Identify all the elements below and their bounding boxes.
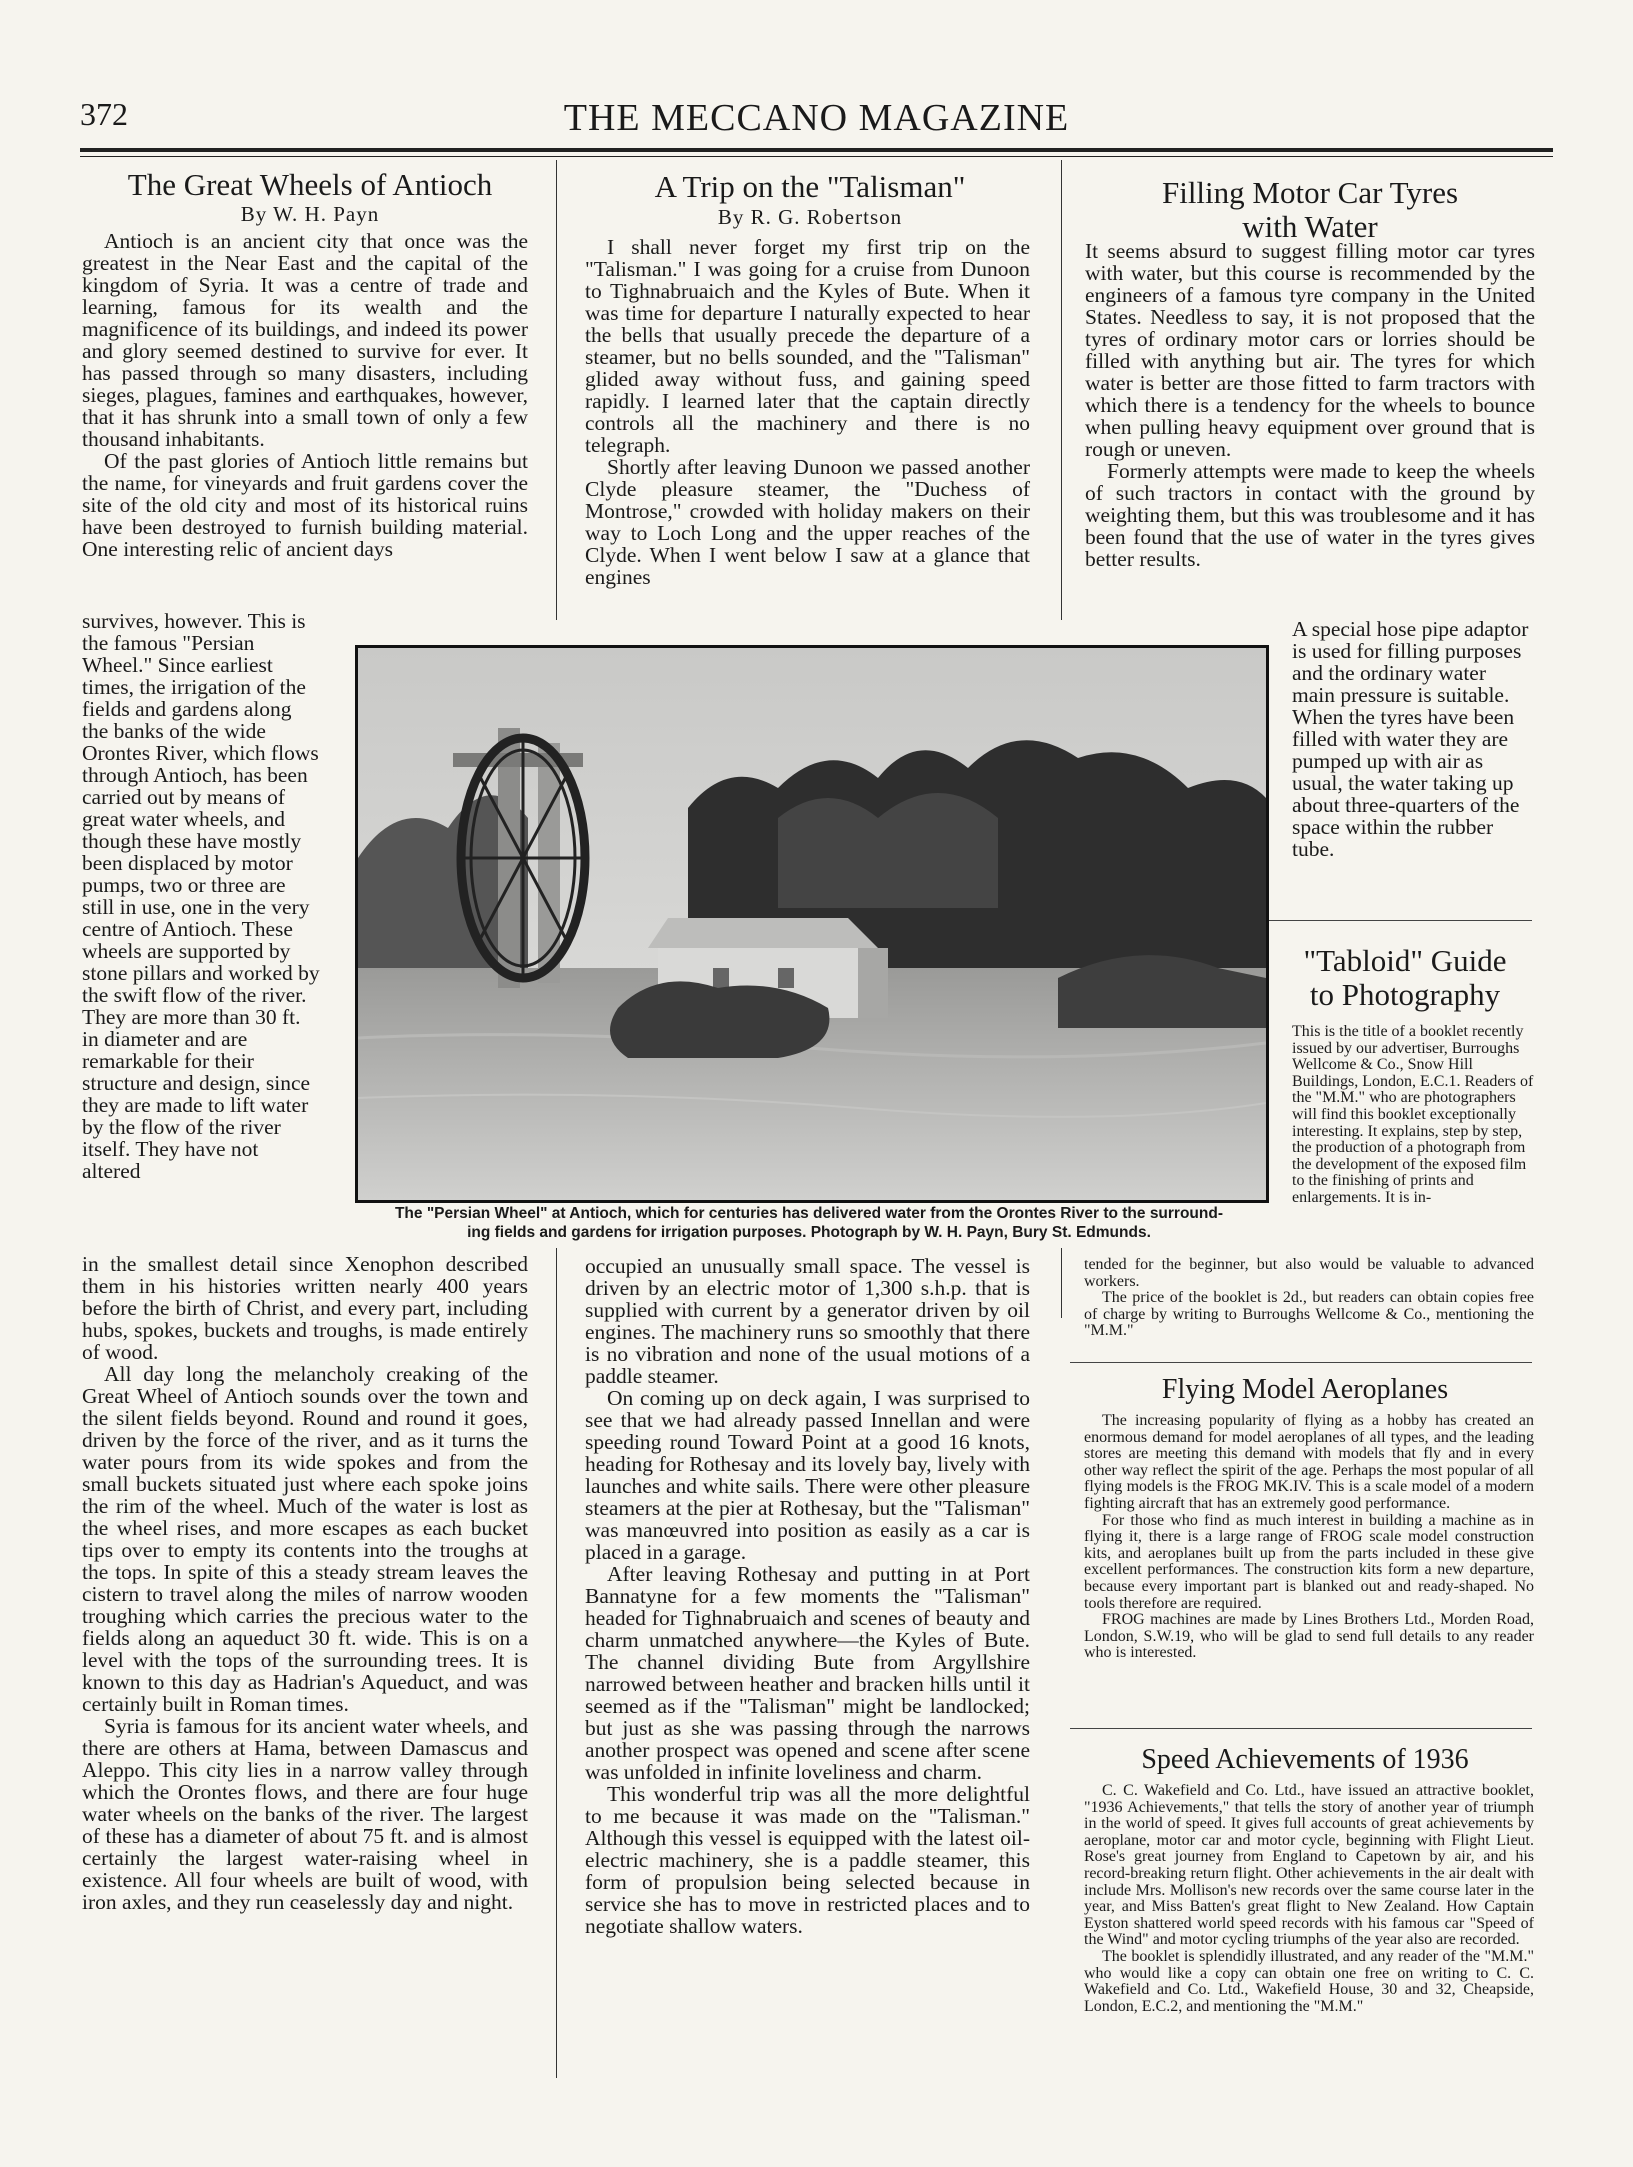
column-divider — [556, 160, 557, 620]
article-title — [1270, 944, 1540, 1012]
column-divider — [1061, 1248, 1062, 1318]
article-title: Speed Achievements of 1936 — [1141, 1744, 1469, 1775]
article-body-narrow: survives, however. This is the famous "Persian Wheel." Since earliest times, the irrigation of the fields and gardens along the banks of the wide Orontes River, which flows through Antioch, has been carried out by means of great water wheels, and though these have mostly been displaced by motor pumps, two or three are still in use, one in the very centre of Antioch. These wheels are supported by stone pillars and worked by the swift flow of the river. They are more than 30 ft. in diameter and are remarkable for their structure and design, since they are made to lift water by the flow of the river itself. They have not altered — [82, 609, 320, 1183]
header-rule — [80, 148, 1553, 152]
column-divider — [1061, 160, 1062, 620]
section-divider — [1070, 1362, 1532, 1363]
photo-caption — [355, 1204, 1263, 1242]
header-rule-thin — [80, 156, 1553, 157]
caption-line: The "Persian Wheel" at Antioch, which for centuries has delivered water from the Orontes River to the surround- — [394, 1205, 1224, 1222]
article-body — [1084, 1257, 1534, 1340]
paragraph: Antioch is an ancient city that once was the greatest in the Near East and the capital of the kingdom of Syria. It was a centre of trade and learning, famous for its wealth and the magnificence of its buildings, and indeed its power and glory seemed destined to survive for ever. It has passed through so many disasters, including sieges, plagues, famines and earthquakes, however, that it has shrunk into a small town of only a few thousand inhabitants. — [82, 229, 528, 451]
paragraph: FROG machines are made by Lines Brothers Ltd., Morden Road, London, S.W.19, who will be glad to send full details to any reader who is interested. — [1084, 1611, 1534, 1662]
caption-line: ing fields and gardens for irrigation purposes. Photograph by W. H. Payn, Bury St. Edmunds. — [467, 1224, 1151, 1241]
article-title: Flying Model Aeroplanes — [1161, 1374, 1449, 1405]
paragraph: The booklet is splendidly illustrated, and any reader of the "M.M." who would like a copy can obtain one free on writing to C. C. Wakefield and Co. Ltd., Wakefield House, 30 and 32, Cheapside, London, E.C.2, and mentioning the "M.M." — [1084, 1947, 1534, 2015]
article-title: The Great Wheels of Antioch — [127, 167, 493, 202]
title-line: to Photography — [1309, 977, 1501, 1013]
persian-wheel-photo — [355, 645, 1269, 1203]
paragraph: All day long the melancholy creaking of the Great Wheel of Antioch sounds over the town and the silent fields beyond. Round and round it goes, driven by the force of the river, and as it turns the water pours from its wide spokes and from the small buckets situated just where each spoke joins the rim of the wheel. Much of the water is lost as the wheel rises, and more escapes as each bucket tips over to empty its contents into the troughs at the tops. In spite of this a steady stream leaves the cistern to travel along the miles of narrow wooden troughing which carries the precious water to the fields along an aqueduct 30 ft. wide. This is on a level with the tops of the surrounding trees. It is known to this day as Hadrian's Aqueduct, and was certainly built in Roman times. — [82, 1362, 528, 1716]
article-body — [585, 236, 1030, 588]
article-byline: By R. G. Robertson — [717, 205, 903, 229]
water-wheel — [461, 738, 585, 978]
page-number: 372 — [80, 96, 128, 132]
paragraph: Shortly after leaving Dunoon we passed another Clyde pleasure steamer, the "Duchess of Montrose," crowded with holiday makers on their way to Loch Long and the upper reaches of the Clyde. When I went below I saw at a glance that engines — [585, 455, 1030, 589]
article-body — [1084, 1783, 1534, 2015]
article-body — [1084, 1413, 1534, 1662]
title-line: "Tabloid" Guide — [1303, 943, 1507, 978]
article-body — [1085, 240, 1535, 570]
paragraph: On coming up on deck again, I was surprised to see that we had already passed Innellan and were speeding round Toward Point at a good 16 knots, heading for Rothesay and its lovely bay, lively with launches and white sails. There were other pleasure steamers at the pier at Rothesay, but the "Talisman" was manœuvred into position as easily as a car is placed in a garage. — [585, 1386, 1030, 1564]
paragraph: occupied an unusually small space. The vessel is driven by an electric motor of 1,300 s.h.p. that is supplied with current by a generator driven by oil engines. The machinery runs so smoothly that there is no vibration and none of the usual motions of a paddle steamer. — [585, 1254, 1030, 1388]
paragraph: Of the past glories of Antioch little remains but the name, for vineyards and fruit gardens cover the site of the old city and most of its historical ruins have been destroyed to furnish building material. One interesting relic of ancient days — [82, 449, 528, 561]
article-body — [82, 1253, 528, 1913]
masthead: THE MECCANO MAGAZINE — [563, 97, 1070, 139]
title-line: Filling Motor Car Tyres — [1161, 175, 1459, 210]
column-divider — [556, 1248, 557, 2078]
paragraph: Syria is famous for its ancient water wheels, and there are others at Hama, between Damascus and Aleppo. This city lies in a narrow valley through which the Orontes flows, and there are four huge water wheels on the banks of the river. The largest of these has a diameter of about 75 ft. and is almost certainly the largest water-raising wheel in existence. All four wheels are built of wood, with iron axles, and they run ceaselessly day and night. — [82, 1714, 528, 1914]
article-body — [82, 230, 528, 560]
paragraph: in the smallest detail since Xenophon described them in his histories written nearly 400 years before the birth of Christ, and every part, including hubs, spokes, buckets and troughs, is made entirely of wood. — [82, 1252, 528, 1364]
paragraph: Formerly attempts were made to keep the wheels of such tractors in contact with the ground by weighting them, but this was troublesome and it has been found that the use of water in the tyres gives better results. — [1085, 459, 1535, 571]
paragraph: After leaving Rothesay and putting in at Port Bannatyne for a few moments the "Talisman" headed for Tighnabruaich and scenes of beauty and charm unmatched anywhere—the Kyles of Bute. The channel dividing Bute from Argyllshire narrowed between heather and bracken hills until it seemed as if the "Talisman" might be landlocked; but just as she was passing through the narrows another prospect was opened and scene after scene was unfolded in infinite loveliness and charm. — [585, 1562, 1030, 1784]
article-body-narrow: This is the title of a booklet recently issued by our advertiser, Burroughs Wellcome & Co., Snow Hill Buildings, London, E.C.1. Readers of the "M.M." who are photographers will find this booklet exceptionally interesting. It explains, step by step, the production of a photograph from the development of the exposed film to the finishing of prints and enlargements. It is in- — [1292, 1023, 1534, 1206]
article-body — [585, 1255, 1030, 1937]
paragraph: This wonderful trip was all the more delightful to me because it was made on the "Talisman." Although this vessel is equipped with the latest oil-electric machinery, she is a paddle steamer, this form of propulsion being selected because in service she has to move in restricted places and to negotiate shallow waters. — [585, 1782, 1030, 1938]
article-title — [1075, 176, 1545, 244]
paragraph: I shall never forget my first trip on the "Talisman." I was going for a cruise from Dunoon to Tighnabruaich and the Kyles of Bute. When it was time for departure I naturally expected to hear the bells that usually precede the departure of a steamer, but no bells sounded, and the "Talisman" glided away without fuss, and gaining speed rapidly. I learned later that the captain directly controls all the machinery and there is no telegraph. — [585, 235, 1030, 457]
article-byline: By W. H. Payn — [240, 202, 380, 226]
title-line: with Water — [1242, 209, 1378, 245]
article-body-narrow: A special hose pipe adaptor is used for filling purposes and the ordinary water main pressure is suitable. When the tyres have been filled with water they are pumped up with air as usual, the water taking up about three-quarters of the space within the rubber tube. — [1292, 617, 1529, 861]
paragraph: C. C. Wakefield and Co. Ltd., have issued an attractive booklet, "1936 Achievements," that tells the story of another year of triumph in the world of speed. It gives full accounts of great achievements by aeroplane, motor car and motor cycle, beginning with Flight Lieut. Rose's great journey from England to Capetown by air, and his record-breaking return flight. Other achievements in the air dealt with include Mrs. Mollison's new records over the same course later in the year, and Miss Batten's great flight to New Zealand. How Captain Eyston shattered world speed records with his famous car "Speed of the Wind" and motor cycling triumphs of the year also are recorded. — [1084, 1782, 1534, 1949]
paragraph: It seems absurd to suggest filling motor car tyres with water, but this course is recommended by the engineers of a famous tyre company in the United States. Needless to say, it is not proposed that the tyres of ordinary motor cars or lorries should be filled with anything but air. The tyres for which water is better are those fitted to farm tractors with which there is a tendency for the wheels to bounce when pulling heavy equipment over ground that is rough or uneven. — [1085, 239, 1535, 461]
section-divider — [1070, 1728, 1532, 1729]
photo-illustration — [358, 648, 1266, 1200]
paragraph: For those who find as much interest in building a machine as in flying it, there is a large range of FROG scale model construction kits, and aeroplanes built up from the parts included in these give excellent performances. The construction kits form a new departure, because every important part is blanked out and ready-shaped. No tools therefore are required. — [1084, 1511, 1534, 1612]
paragraph: The increasing popularity of flying as a hobby has created an enormous demand for model aeroplanes of all types, and the leading stores are meeting this demand with models that fly and in every other way reflect the spirit of the age. Perhaps the most popular of all flying models is the FROG MK.IV. This is a scale model of a modern fighting aircraft that has an extremely good performance. — [1084, 1412, 1534, 1512]
paragraph: The price of the booklet is 2d., but readers can obtain copies free of charge by writing to Burroughs Wellcome & Co., mentioning the "M.M." — [1084, 1289, 1534, 1340]
article-title: A Trip on the "Talisman" — [654, 169, 966, 204]
paragraph: tended for the beginner, but also would be valuable to advanced workers. — [1084, 1256, 1534, 1290]
